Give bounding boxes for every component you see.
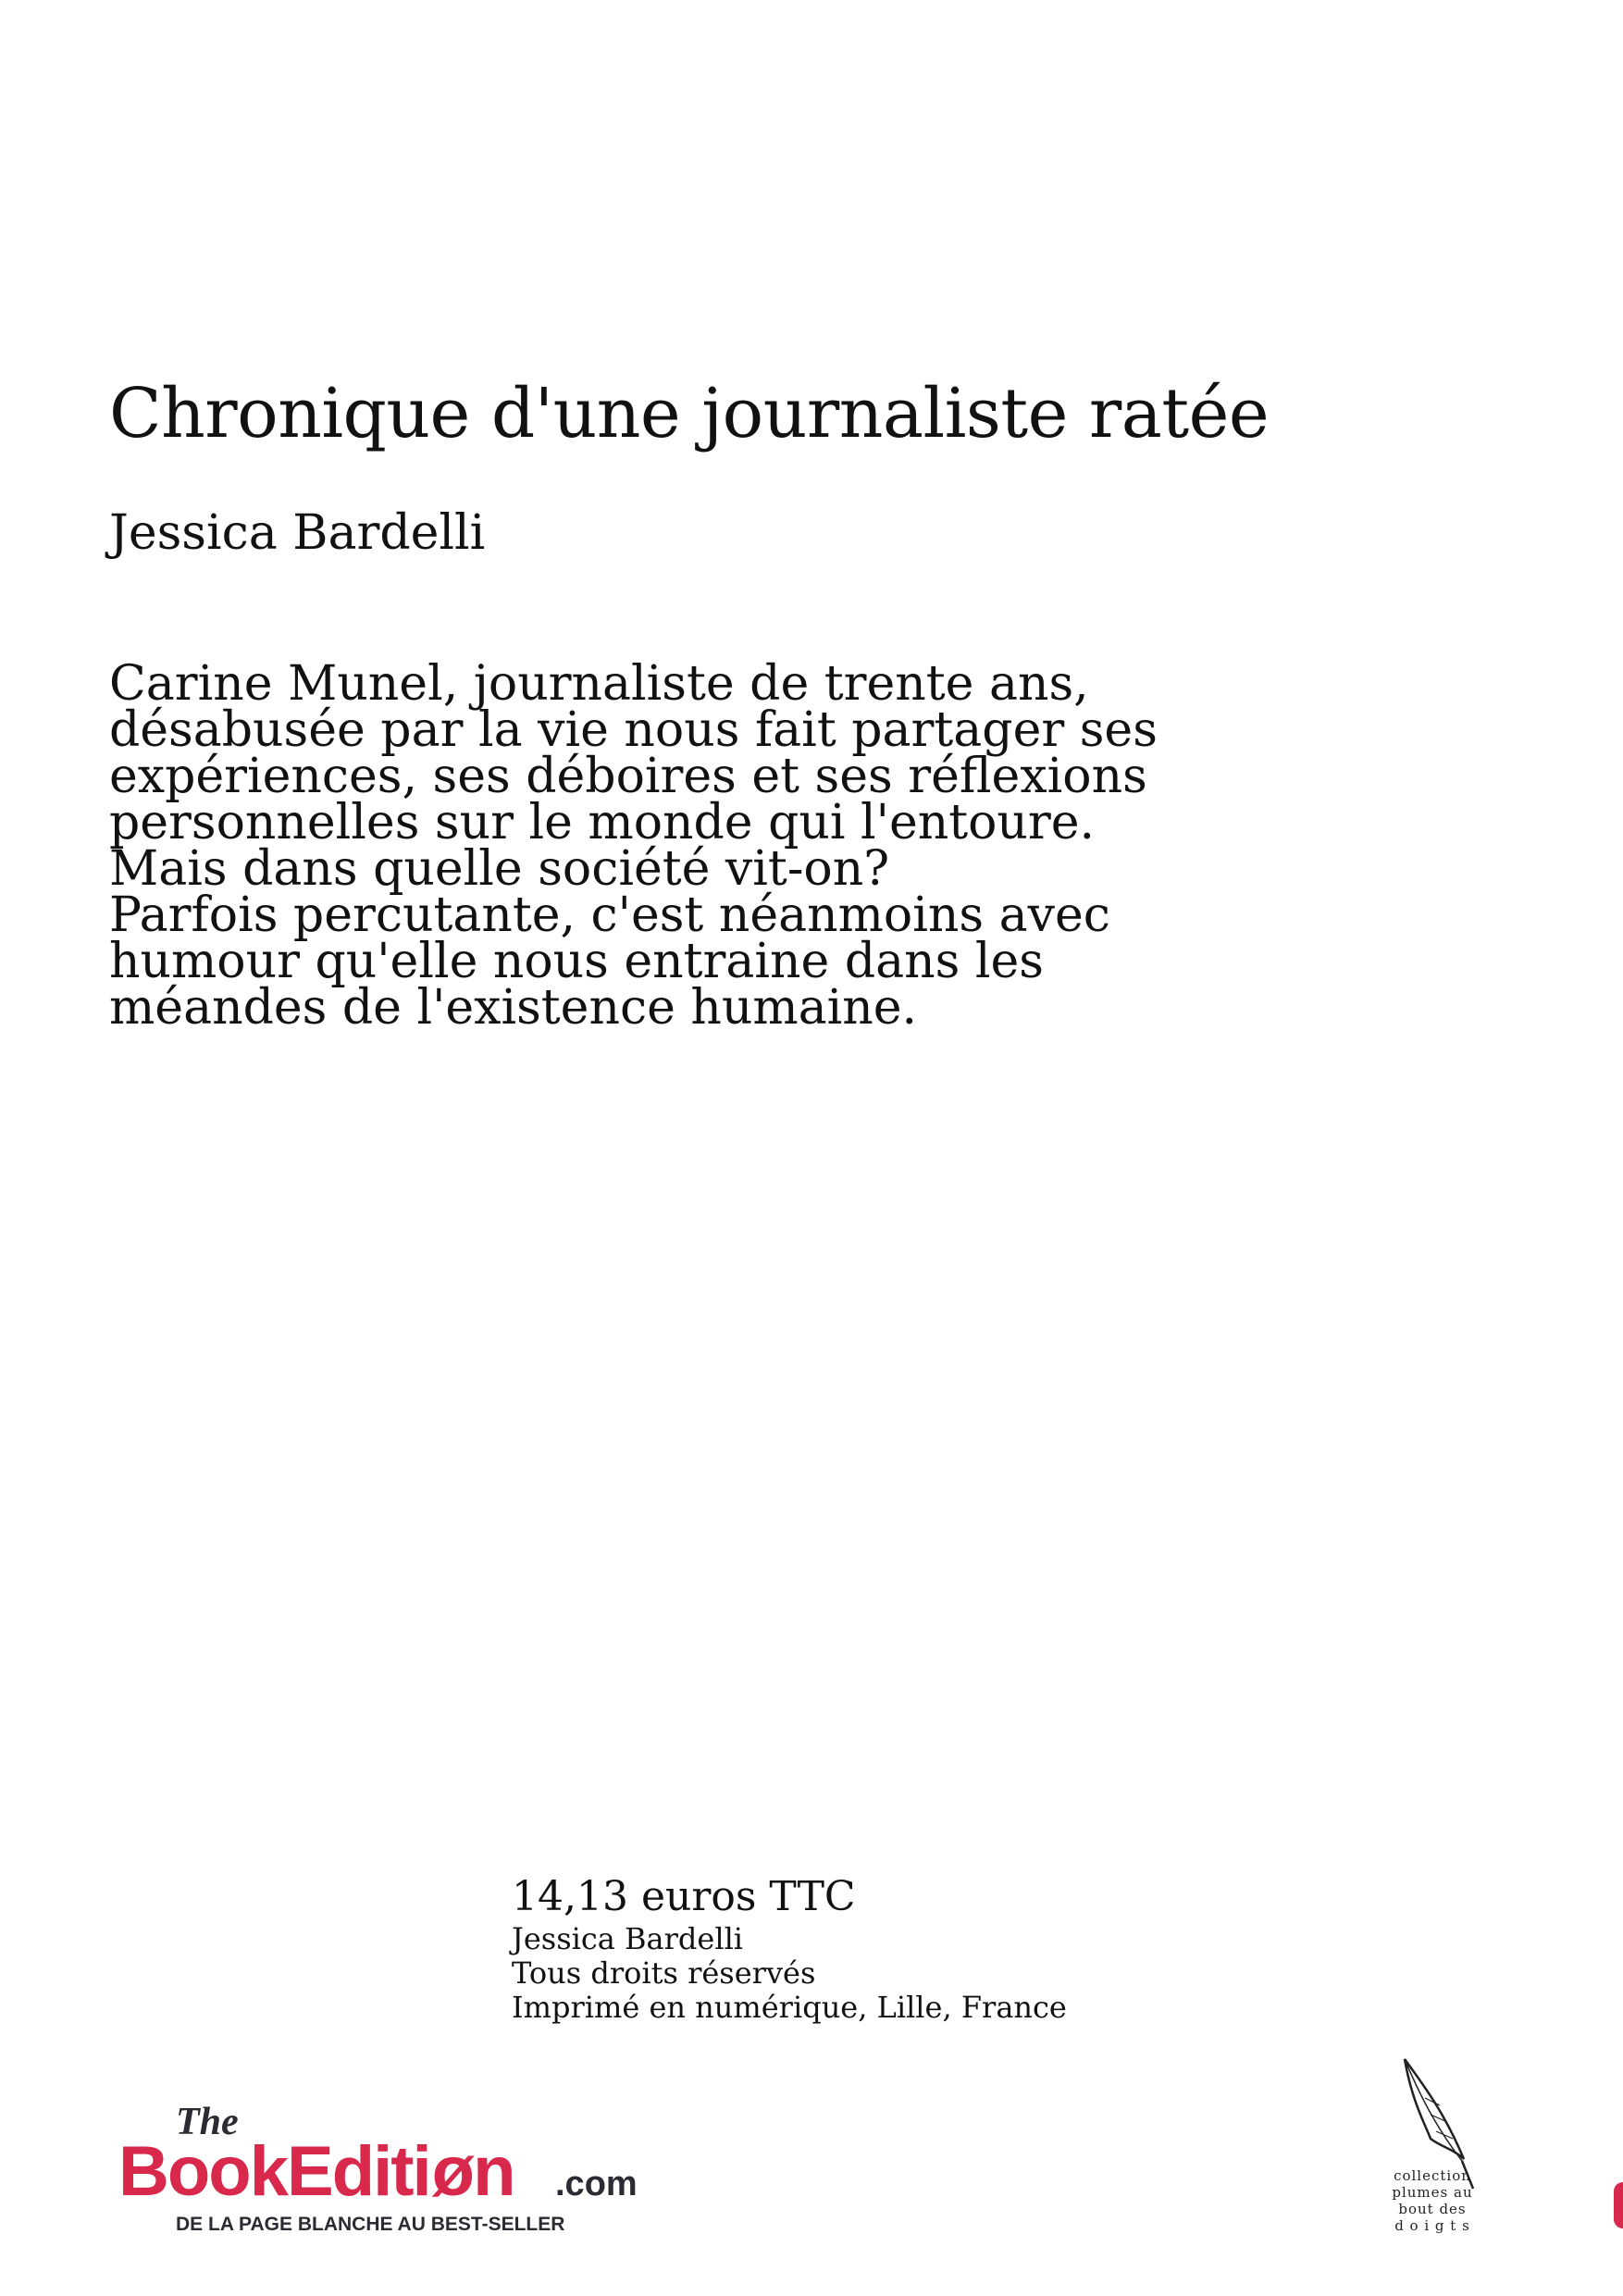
imprint-block [512,1872,1067,2025]
publisher-logo [118,2099,655,2238]
collection-line: d o i g t s [1394,2217,1470,2234]
summary-line: Parfois percutante, c'est néanmoins avec [109,887,1110,943]
imprint-author: Jessica Bardelli [512,1921,744,1956]
logo-name-part-b: n [473,2132,514,2211]
summary-line: désabusée par la vie nous fait partager ses [109,702,1158,758]
logo-name-part-a: BookEditi [118,2132,430,2211]
book-author: Jessica Bardelli [109,505,486,561]
summary-line: humour qu'elle nous entraine dans les [109,934,1044,989]
summary-line: Carine Munel, journaliste de trente ans, [109,656,1089,712]
summary-line: expériences, ses déboires et ses réflexions [109,749,1147,804]
summary-line: personnelles sur le monde qui l'entoure. [109,795,1096,850]
logo-the-text: The [176,2101,239,2143]
logo-name-text [118,2132,514,2211]
collection-label [1382,2167,1482,2234]
publisher-tagline: DE LA PAGE BLANCHE AU BEST-SELLER [176,2214,565,2235]
price-label: 14,13 euros TTC [512,1873,856,1920]
collection-line: collection [1394,2167,1471,2184]
corner-tab [1614,2182,1623,2228]
summary-line: méandes de l'existence humaine. [109,980,918,1036]
logo-o-feather-icon: ø [431,2132,474,2211]
logo-domain-text: .com [555,2165,638,2203]
rights-notice: Tous droits réservés [512,1955,816,1991]
summary-line: Mais dans quelle société vit-on? [109,841,890,897]
collection-line: plumes au [1392,2184,1473,2201]
printing-notice: Imprimé en numérique, Lille, France [512,1990,1067,2025]
collection-line: bout des [1398,2201,1467,2217]
book-title: Chronique d'une journaliste ratée [109,374,1270,453]
book-summary [109,656,1220,1036]
